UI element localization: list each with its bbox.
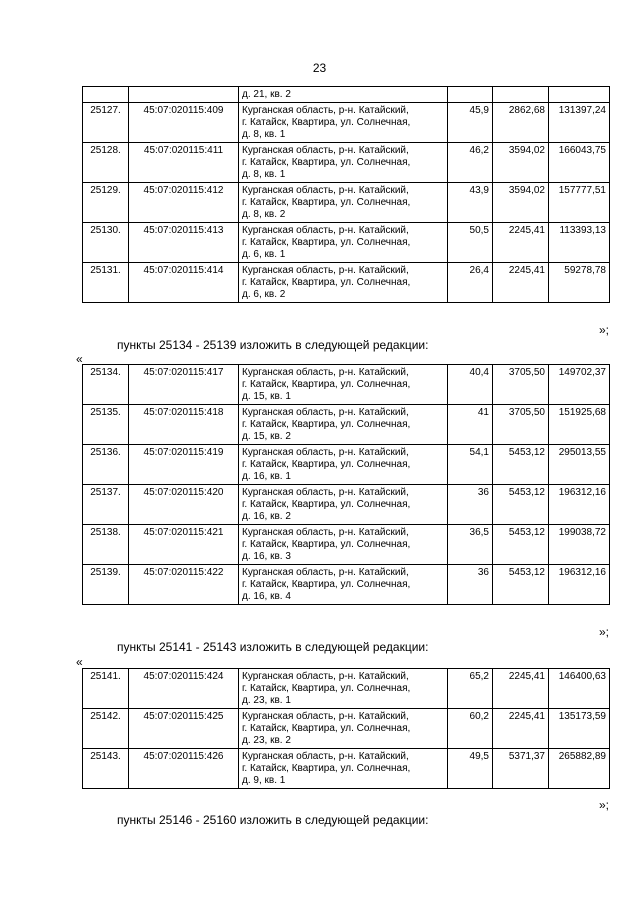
table-row: [83, 749, 610, 789]
cell-price: 3594,02: [493, 143, 549, 183]
property-table-3: [82, 668, 610, 789]
address-line: Курганская область, р-н. Катайский,: [242, 751, 409, 762]
cell-area: 60,2: [448, 709, 493, 749]
cell-address: [239, 485, 448, 525]
amendment-paragraph-2: пункты 25141 - 25143 изложить в следующей редакции:: [117, 640, 429, 654]
cell-number: 25134.: [83, 365, 129, 405]
table-row-continued: [83, 87, 610, 103]
cell-address: [239, 183, 448, 223]
cell-total: 166043,75: [549, 143, 610, 183]
cell-total: 135173,59: [549, 709, 610, 749]
cell-area: [448, 87, 493, 103]
cell-area: 65,2: [448, 669, 493, 709]
cell-total: 149702,37: [549, 365, 610, 405]
address-line: д. 16, кв. 4: [242, 591, 291, 602]
address-line: г. Катайск, Квартира, ул. Солнечная,: [242, 157, 411, 168]
cell-price: 5453,12: [493, 525, 549, 565]
address-line: г. Катайск, Квартира, ул. Солнечная,: [242, 379, 411, 390]
closing-quote-1: »;: [598, 323, 609, 337]
amendment-paragraph-3: пункты 25146 - 25160 изложить в следующей редакции:: [117, 813, 429, 827]
cell-number: 25142.: [83, 709, 129, 749]
address-line: Курганская область, р-н. Катайский,: [242, 567, 409, 578]
cell-total: 146400,63: [549, 669, 610, 709]
address-line: г. Катайск, Квартира, ул. Солнечная,: [242, 197, 411, 208]
cell-area: 54,1: [448, 445, 493, 485]
cell-address: [239, 445, 448, 485]
cell-total: 295013,55: [549, 445, 610, 485]
address-line: г. Катайск, Квартира, ул. Солнечная,: [242, 723, 411, 734]
cell-cadastral: 45:07:020115:418: [129, 405, 239, 445]
closing-quote-2: »;: [598, 625, 609, 639]
cell-price: 2245,41: [493, 709, 549, 749]
property-table-1: [82, 86, 610, 303]
opening-quote-2: «: [76, 655, 83, 669]
table-row: [83, 405, 610, 445]
address-line: д. 8, кв. 2: [242, 209, 286, 220]
address-line: д. 8, кв. 1: [242, 129, 286, 140]
address-line: д. 8, кв. 1: [242, 169, 286, 180]
cell-area: 40,4: [448, 365, 493, 405]
cell-cadastral: 45:07:020115:414: [129, 263, 239, 303]
cell-price: [493, 87, 549, 103]
table-row: [83, 525, 610, 565]
address-line: Курганская область, р-н. Катайский,: [242, 185, 409, 196]
cell-address: [239, 103, 448, 143]
cell-cadastral: 45:07:020115:417: [129, 365, 239, 405]
cell-cadastral: [129, 87, 239, 103]
cell-total: 196312,16: [549, 485, 610, 525]
address-line: г. Катайск, Квартира, ул. Солнечная,: [242, 419, 411, 430]
address-line: д. 23, кв. 2: [242, 735, 291, 746]
cell-area: 46,2: [448, 143, 493, 183]
cell-cadastral: 45:07:020115:425: [129, 709, 239, 749]
address-line: д. 6, кв. 1: [242, 249, 286, 260]
cell-cadastral: 45:07:020115:413: [129, 223, 239, 263]
table-row: [83, 669, 610, 709]
address-line: Курганская область, р-н. Катайский,: [242, 447, 409, 458]
cell-cadastral: 45:07:020115:412: [129, 183, 239, 223]
cell-number: [83, 87, 129, 103]
cell-price: 2245,41: [493, 669, 549, 709]
cell-area: 36: [448, 485, 493, 525]
table-row: [83, 223, 610, 263]
cell-price: 3594,02: [493, 183, 549, 223]
table-row: [83, 365, 610, 405]
address-line: д. 16, кв. 2: [242, 511, 291, 522]
closing-quote-3: »;: [598, 798, 609, 812]
table-2-body: [83, 365, 610, 605]
cell-total: 151925,68: [549, 405, 610, 445]
cell-number: 25135.: [83, 405, 129, 445]
cell-total: 131397,24: [549, 103, 610, 143]
address-line: г. Катайск, Квартира, ул. Солнечная,: [242, 539, 411, 550]
cell-total: 196312,16: [549, 565, 610, 605]
cell-number: 25143.: [83, 749, 129, 789]
address-line: г. Катайск, Квартира, ул. Солнечная,: [242, 459, 411, 470]
cell-address: [239, 365, 448, 405]
address-line: д. 16, кв. 3: [242, 551, 291, 562]
cell-cadastral: 45:07:020115:409: [129, 103, 239, 143]
opening-quote-1: «: [76, 352, 83, 366]
address-line: д. 15, кв. 2: [242, 431, 291, 442]
cell-cadastral: 45:07:020115:419: [129, 445, 239, 485]
table-row: [83, 445, 610, 485]
address-line: Курганская область, р-н. Катайский,: [242, 105, 409, 116]
address-line: г. Катайск, Квартира, ул. Солнечная,: [242, 683, 411, 694]
table-row: [83, 263, 610, 303]
cell-area: 36,5: [448, 525, 493, 565]
cell-address: [239, 709, 448, 749]
cell-number: 25139.: [83, 565, 129, 605]
cell-address: [239, 263, 448, 303]
cell-price: 2245,41: [493, 223, 549, 263]
cell-price: 5453,12: [493, 565, 549, 605]
table-row: [83, 565, 610, 605]
address-line: Курганская область, р-н. Катайский,: [242, 145, 409, 156]
table-row: [83, 143, 610, 183]
address-line: Курганская область, р-н. Катайский,: [242, 487, 409, 498]
address-line: г. Катайск, Квартира, ул. Солнечная,: [242, 499, 411, 510]
cell-total: 265882,89: [549, 749, 610, 789]
table-row: [83, 485, 610, 525]
cell-area: 43,9: [448, 183, 493, 223]
cell-area: 50,5: [448, 223, 493, 263]
cell-number: 25141.: [83, 669, 129, 709]
cell-address: [239, 143, 448, 183]
address-line: д. 15, кв. 1: [242, 391, 291, 402]
cell-area: 41: [448, 405, 493, 445]
cell-price: 5371,37: [493, 749, 549, 789]
cell-price: 5453,12: [493, 445, 549, 485]
cell-cadastral: 45:07:020115:411: [129, 143, 239, 183]
cell-price: 5453,12: [493, 485, 549, 525]
cell-address: [239, 669, 448, 709]
cell-area: 49,5: [448, 749, 493, 789]
address-line: Курганская область, р-н. Катайский,: [242, 711, 409, 722]
table-1-body: [83, 87, 610, 303]
cell-number: 25138.: [83, 525, 129, 565]
cell-total: 59278,78: [549, 263, 610, 303]
address-line: д. 9, кв. 1: [242, 775, 286, 786]
cell-price: 2862,68: [493, 103, 549, 143]
cell-address: [239, 565, 448, 605]
address-line: г. Катайск, Квартира, ул. Солнечная,: [242, 117, 411, 128]
cell-area: 45,9: [448, 103, 493, 143]
cell-number: 25137.: [83, 485, 129, 525]
table-row: [83, 709, 610, 749]
address-line: г. Катайск, Квартира, ул. Солнечная,: [242, 237, 411, 248]
cell-number: 25129.: [83, 183, 129, 223]
page-number: 23: [312, 61, 327, 75]
cell-number: 25128.: [83, 143, 129, 183]
address-line: г. Катайск, Квартира, ул. Солнечная,: [242, 277, 411, 288]
cell-total: [549, 87, 610, 103]
address-line: Курганская область, р-н. Катайский,: [242, 265, 409, 276]
cell-cadastral: 45:07:020115:421: [129, 525, 239, 565]
table-3-body: [83, 669, 610, 789]
address-line: д. 23, кв. 1: [242, 695, 291, 706]
address-line: Курганская область, р-н. Катайский,: [242, 225, 409, 236]
cell-price: 3705,50: [493, 365, 549, 405]
address-line: д. 16, кв. 1: [242, 471, 291, 482]
cell-total: 113393,13: [549, 223, 610, 263]
cell-area: 36: [448, 565, 493, 605]
cell-cadastral: 45:07:020115:420: [129, 485, 239, 525]
cell-number: 25136.: [83, 445, 129, 485]
address-line: Курганская область, р-н. Катайский,: [242, 671, 409, 682]
amendment-paragraph-1: пункты 25134 - 25139 изложить в следующей редакции:: [117, 338, 429, 352]
cell-number: 25127.: [83, 103, 129, 143]
address-line: д. 6, кв. 2: [242, 289, 286, 300]
cell-number: 25130.: [83, 223, 129, 263]
cell-address: [239, 405, 448, 445]
property-table-2: [82, 364, 610, 605]
address-line: г. Катайск, Квартира, ул. Солнечная,: [242, 579, 411, 590]
cell-area: 26,4: [448, 263, 493, 303]
address-line: Курганская область, р-н. Катайский,: [242, 527, 409, 538]
cell-price: 2245,41: [493, 263, 549, 303]
cell-cadastral: 45:07:020115:426: [129, 749, 239, 789]
address-line: г. Катайск, Квартира, ул. Солнечная,: [242, 763, 411, 774]
cell-address: [239, 749, 448, 789]
cell-total: 157777,51: [549, 183, 610, 223]
cell-address: д. 21, кв. 2: [239, 87, 448, 103]
cell-total: 199038,72: [549, 525, 610, 565]
cell-price: 3705,50: [493, 405, 549, 445]
cell-address: [239, 223, 448, 263]
address-line: Курганская область, р-н. Катайский,: [242, 367, 409, 378]
table-row: [83, 103, 610, 143]
cell-address: [239, 525, 448, 565]
cell-cadastral: 45:07:020115:424: [129, 669, 239, 709]
table-row: [83, 183, 610, 223]
cell-number: 25131.: [83, 263, 129, 303]
cell-cadastral: 45:07:020115:422: [129, 565, 239, 605]
address-line: Курганская область, р-н. Катайский,: [242, 407, 409, 418]
